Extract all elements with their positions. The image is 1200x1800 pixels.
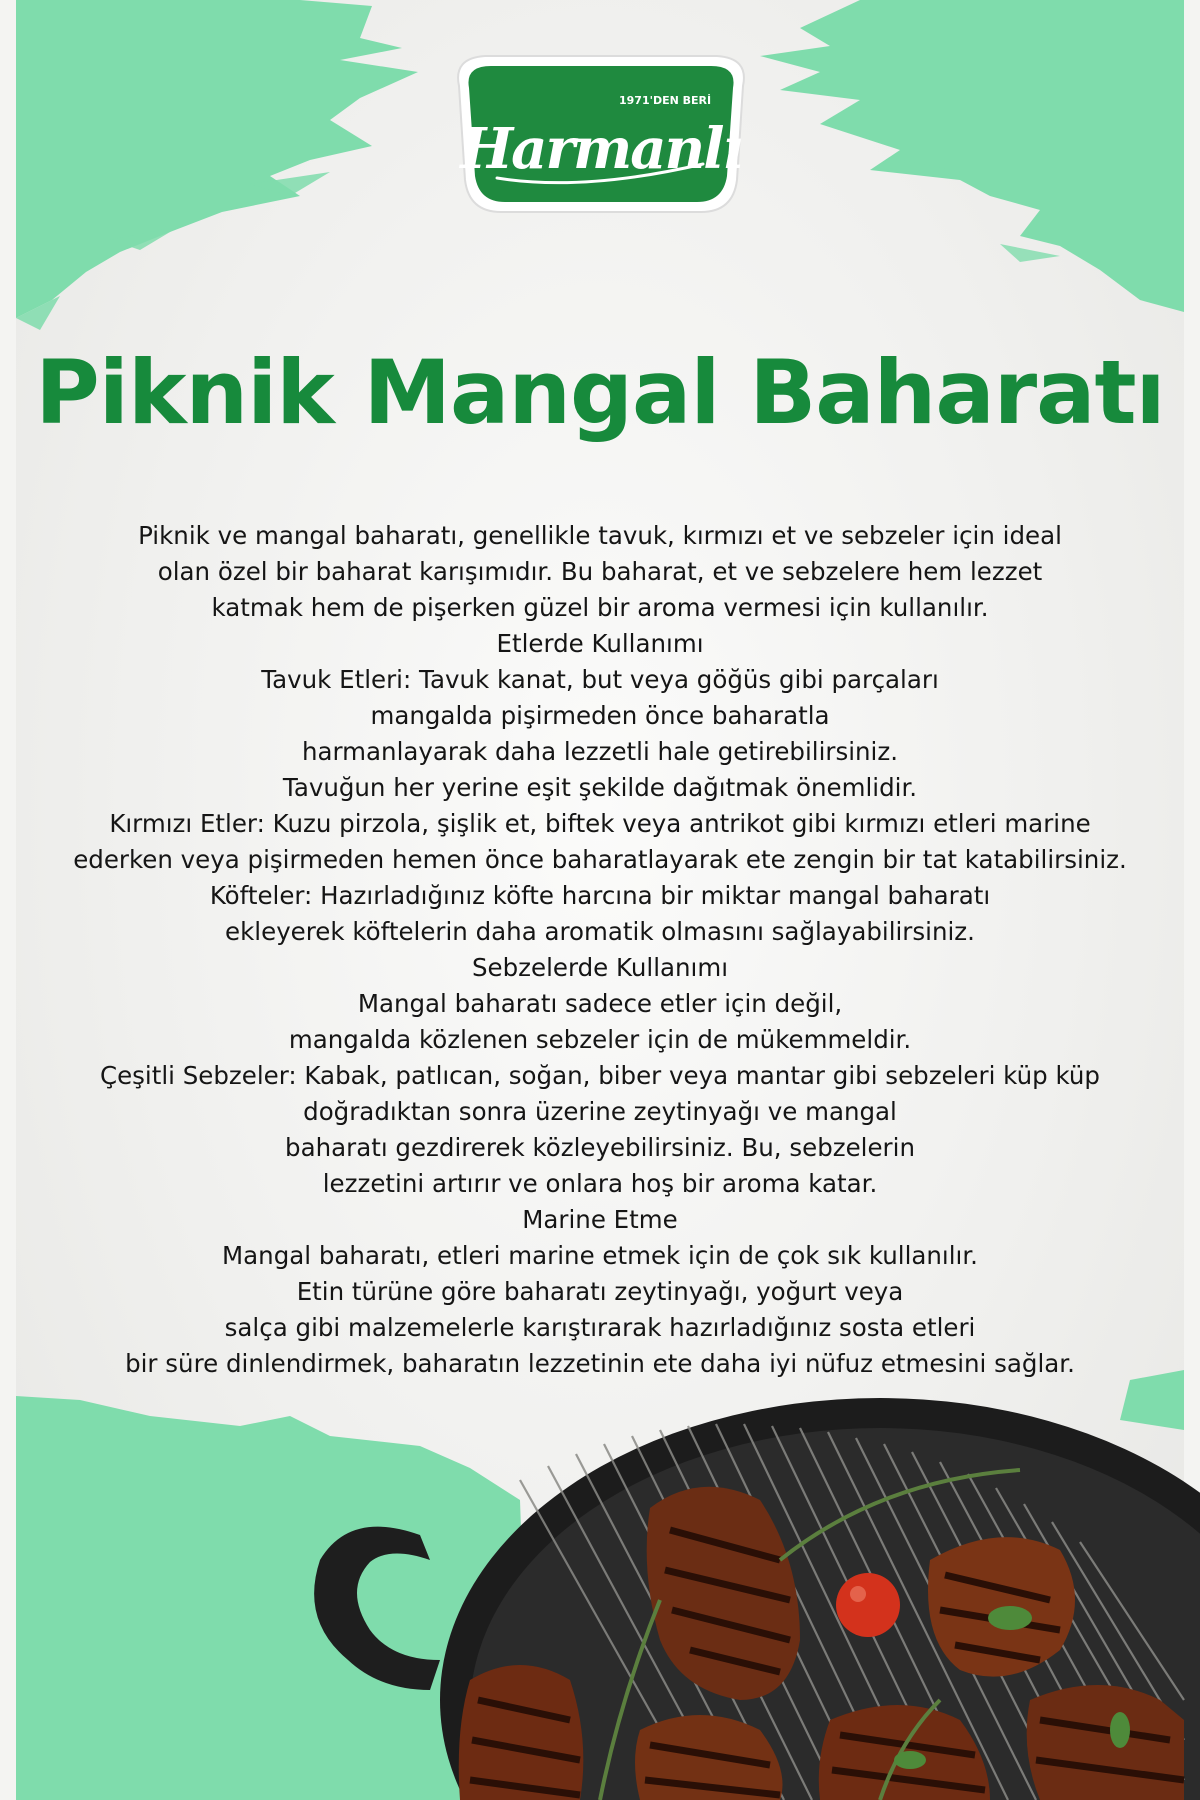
- description-line: ederken veya pişirmeden hemen önce baharatlayarak ete zengin bir tat katabilirsiniz.: [73, 845, 1127, 874]
- cherry-tomato: [836, 1573, 900, 1637]
- description-line: mangalda pişirmeden önce baharatla: [370, 701, 830, 730]
- logo-badge-icon: [433, 46, 769, 222]
- harmanli-logo: [433, 46, 769, 222]
- description-line: Sebzelerde Kullanımı: [471, 953, 729, 982]
- description-line: Piknik ve mangal baharatı, genellikle tavuk, kırmızı et ve sebzeler için ideal: [138, 521, 1062, 550]
- top-right-brush: [760, 0, 1184, 312]
- description-line: Mangal baharatı sadece etler için değil,: [357, 989, 843, 1018]
- description-line: Marine Etme: [522, 1205, 678, 1234]
- description-line: mangalda közlenen sebzeler için de mükemmeldir.: [288, 1025, 912, 1054]
- description-text: [60, 518, 1140, 1382]
- description-line: olan özel bir baharat karışımıdır. Bu baharat, et ve sebzelere hem lezzet: [157, 557, 1043, 586]
- description-line: bir süre dinlendirmek, baharatın lezzetinin ete daha iyi nüfuz etmesini sağlar.: [125, 1349, 1075, 1378]
- description-line: doğradıktan sonra üzerine zeytinyağı ve mangal: [303, 1097, 897, 1126]
- description-line: Etlerde Kullanımı: [496, 629, 704, 658]
- svg-text:1971'DEN BERİ: 1971'DEN BERİ: [619, 94, 712, 107]
- description-line: Mangal baharatı, etleri marine etmek için de çok sık kullanılır.: [222, 1241, 978, 1270]
- top-left-brush: [16, 0, 418, 318]
- description-line: lezzetini artırır ve onlara hoş bir aroma katar.: [322, 1169, 878, 1198]
- description-line: Tavuğun her yerine eşit şekilde dağıtmak önemlidir.: [282, 773, 918, 802]
- page-title: Piknik Mangal Baharatı: [35, 341, 1165, 444]
- description-line: ekleyerek köftelerin daha aromatik olmasını sağlayabilirsiniz.: [225, 917, 975, 946]
- description-line: Kırmızı Etler: Kuzu pirzola, şişlik et, biftek veya antrikot gibi kırmızı etleri marine: [109, 809, 1091, 838]
- grill-handle: [314, 1527, 440, 1690]
- description-line: katmak hem de pişerken güzel bir aroma vermesi için kullanılır.: [211, 593, 989, 622]
- description-line: salça gibi malzemelerle karıştırarak hazırladığınız sosta etleri: [224, 1313, 976, 1342]
- description-line: harmanlayarak daha lezzetli hale getirebilirsiniz.: [301, 737, 898, 766]
- description-line: baharatı gezdirerek közleyebilirsiniz. Bu, sebzelerin: [285, 1133, 915, 1162]
- svg-text:Harmanlı: Harmanlı: [460, 116, 742, 182]
- description-line: Köfteler: Hazırladığınız köfte harcına bir miktar mangal baharatı: [209, 881, 991, 910]
- description-line: Etin türüne göre baharatı zeytinyağı, yoğurt veya: [296, 1277, 904, 1306]
- description-line: Tavuk Etleri: Tavuk kanat, but veya göğüs gibi parçaları: [261, 665, 939, 694]
- grill-photo: [0, 1330, 1200, 1800]
- description-line: Çeşitli Sebzeler: Kabak, patlıcan, soğan, biber veya mantar gibi sebzeleri küp küp: [99, 1061, 1100, 1090]
